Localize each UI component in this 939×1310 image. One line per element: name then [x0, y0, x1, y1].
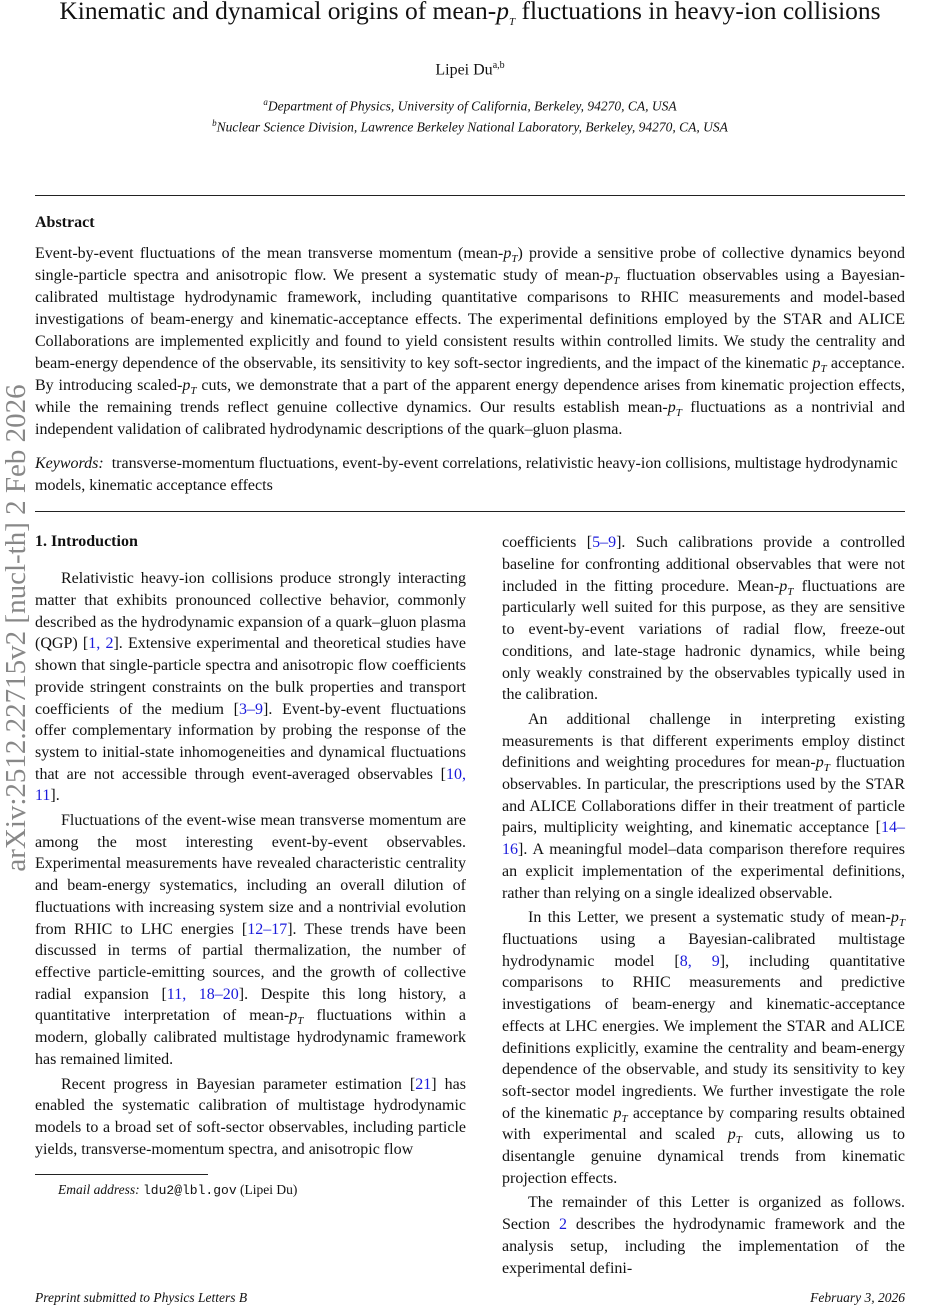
paragraph: An additional challenge in interpreting existing measurements is that different experiments employ distinct definitions and weighting procedures for mean-$p_T$ fluctuation observables. In particular, the prescriptions used by the STAR and ALICE Collaborations differ in their treatment of particle pairs, multiplicity weighting, and kinematic acceptance [14–16]. A meaningful model–data comparison therefore requires an explicit implementation of the experimental definitions, rather than relying on a single idealized observable.: [502, 710, 905, 902]
math-subscript: T: [675, 407, 682, 420]
footer: [35, 1289, 905, 1310]
body-columns: [35, 532, 905, 1279]
paragraph: The remainder of this Letter is organized as follows. Section 2 describes the hydrodynamic framework and the analysis setup, including the implementation of the experimental defini-: [502, 1194, 905, 1277]
citation-link[interactable]: 21: [415, 1075, 432, 1093]
footnote-rule: [35, 1174, 208, 1175]
paragraph: coefficients [5–9]. Such calibrations provide a controlled baseline for confronting additional observables that were not included in the fitting procedure. Mean-$p_T$ fluctuations are particularly well suited for this purpose, as they are sensitive to event-by-event variations of radial flow, freeze-out conditions, and late-stage hadronic dynamics, while being only weakly constrained by the observables typically used in the calibration.: [502, 534, 906, 704]
citation-link[interactable]: 1, 2: [88, 635, 114, 653]
math-subscript: T: [190, 385, 197, 398]
citation-link[interactable]: 11, 18–20: [166, 985, 239, 1003]
paragraph: Recent progress in Bayesian parameter estimation [21] has enabled the systematic calibration of multistage hydrodynamic models to a broad set of soft-sector observables, including particle yields, transverse-momentum spectra, and anisotropic flow: [35, 1075, 467, 1158]
citation-link[interactable]: 5–9: [592, 534, 617, 552]
title-text: Kinematic and dynamical origins of mean-: [59, 0, 497, 25]
footnote: [35, 1181, 466, 1199]
email-link[interactable]: ldu2@lbl.gov: [143, 1183, 237, 1199]
citation-link[interactable]: 8, 9: [679, 952, 720, 970]
title-text-end: fluctuations in heavy-ion collisions: [515, 0, 881, 25]
arxiv-stamp: arXiv:2512.22715v2 [nucl-th] 2 Feb 2026: [0, 384, 32, 872]
citation-link[interactable]: 10, 11: [35, 765, 466, 805]
affil-sup: b: [212, 117, 217, 128]
citation-link[interactable]: 14–16: [502, 819, 905, 859]
math-symbol: $p_T$: [289, 1007, 304, 1028]
math-subscript: T: [735, 1134, 742, 1147]
paper-title: [35, 0, 905, 29]
math-symbol: $p_T$: [779, 577, 794, 598]
divider-bottom: [35, 511, 905, 512]
section-link[interactable]: 2: [558, 1216, 567, 1234]
paragraph: Fluctuations of the event-wise mean transverse momentum are among the most interesting event-by-event observables. Experimental measurements have revealed characteristic centrality and beam-energy systematics, including an overall dilution of fluctuations with increasing system size and a nontrivial evolution from RHIC to LHC energies [12–17]. These trends have been discussed in terms of partial thermalization, the number of effective particle-emitting sources, and the growth of collective radial expansion [11, 18–20]. Despite this long history, a quantitative interpretation of mean-$p_T$ fluctuations within a modern, globally calibrated multistage hydrodynamic framework has remained limited.: [35, 812, 467, 1068]
footnote-name: (Lipei Du): [240, 1182, 298, 1198]
keywords: [35, 453, 905, 497]
math-subscript: T: [898, 917, 905, 930]
math-symbol: $p_T$: [815, 754, 830, 775]
title-math-sub: T: [509, 16, 516, 29]
math-subscript: T: [297, 1015, 304, 1028]
footer-journal: Preprint submitted to Physics Letters B: [35, 1290, 248, 1306]
abstract-heading: Abstract: [35, 214, 95, 232]
affil-text: Department of Physics, University of California, Berkeley, 94270, CA, USA: [267, 98, 677, 114]
title-math-p: p: [496, 0, 510, 25]
affiliation-a: [35, 94, 905, 115]
divider-top: [35, 195, 905, 196]
right-column: [502, 532, 905, 1279]
keywords-label: Keywords:: [35, 455, 104, 473]
math-symbol: $p_T$: [667, 399, 682, 420]
affiliation-b: [35, 115, 905, 136]
left-column: [35, 532, 466, 1279]
author-name: Lipei Du: [435, 61, 493, 79]
math-subscript: T: [787, 585, 794, 598]
author-sup: a,b: [492, 60, 505, 71]
keywords-text: transverse-momentum fluctuations, event-by-event correlations, relativistic heavy-ion collisions, multistage hydrodynamic models, kinematic acceptance effects: [35, 455, 898, 495]
math-symbol: $p_T$: [613, 1104, 628, 1125]
math-symbol: $p_T$: [605, 267, 620, 288]
math-symbol: $p_T$: [727, 1126, 742, 1147]
affil-text: Nuclear Science Division, Lawrence Berkeley National Laboratory, Berkeley, 94270, CA, USA: [216, 119, 728, 135]
footer-date: February 3, 2026: [810, 1290, 905, 1306]
math-symbol: $p_T$: [890, 909, 905, 930]
title-math: [496, 0, 516, 29]
footnote-label: Email address:: [58, 1182, 140, 1198]
math-symbol: $p_T$: [182, 377, 197, 398]
math-symbol: $p_T$: [503, 245, 518, 266]
math-subscript: T: [823, 762, 830, 775]
abstract-text: Event-by-event fluctuations of the mean transverse momentum $(mean-p_T)$ provide a sensitive probe of collective dynamics beyond single-particle spectra and anisotropic flow. We present a systematic study of mean-$p_T$ fluctuation observables using a Bayesian-calibrated multistage hydrodynamic framework, including quantitative comparisons to RHIC measurements and model-based investigations of beam-energy and kinematic-acceptance effects. The experimental definitions employed by the STAR and ALICE Collaborations are implemented explicitly and found to yield consistent results within controlled limits. We study the centrality and beam-energy dependence of the observable, its sensitivity to key soft-sector ingredients, and the impact of the kinematic $p_T$ acceptance. By introducing scaled-$p_T$ cuts, we demonstrate that a part of the apparent energy dependence arises from kinematic projection effects, while the remaining trends reflect genuine collective dynamics. Our results establish mean-$p_T$ fluctuations as a nontrivial and independent validation of calibrated hydrodynamic descriptions of the quark–gluon plasma.: [35, 245, 906, 439]
page: [35, 0, 905, 1310]
section-heading: 1. Introduction: [35, 533, 138, 551]
math-subscript: T: [511, 253, 518, 266]
paragraph: In this Letter, we present a systematic study of mean-$p_T$ fluctuations using a Bayesian-calibrated multistage hydrodynamic model [8, 9], including quantitative comparisons to RHIC measurements and predictive investigations of beam-energy and kinematic-acceptance effects at LHC energies. We implement the STAR and ALICE definitions explicitly, examine the centrality and beam-energy dependence of the observable, and study its sensitivity to key soft-sector model ingredients. We further investigate the role of the kinematic $p_T$ acceptance by comparing results obtained with experimental and scaled $p_T$ cuts, allowing us to disentangle genuine dynamical trends from kinematic projection effects.: [502, 909, 906, 1187]
citation-link[interactable]: 3–9: [239, 700, 263, 718]
affil-sup: a: [263, 97, 268, 108]
author: [35, 56, 905, 80]
math-symbol: $p_T$: [812, 355, 827, 376]
citation-link[interactable]: 12–17: [247, 920, 288, 938]
math-subscript: T: [820, 363, 827, 376]
math-subscript: T: [613, 275, 620, 288]
math-subscript: T: [621, 1112, 628, 1125]
paragraph: Relativistic heavy-ion collisions produce strongly interacting matter that exhibits pronounced collective behavior, commonly described as the hydrodynamic expansion of a quark–gluon plasma (QGP) [1, 2]. Extensive experimental and theoretical studies have shown that single-particle spectra and anisotropic flow coefficients provide stringent constraints on the bulk properties and transport coefficients of the medium [3–9]. Event-by-event fluctuations offer complementary information by probing the response of the system to initial-state inhomogeneities and dynamical fluctuations that are not accessible through event-averaged observables [10, 11].: [35, 570, 467, 805]
